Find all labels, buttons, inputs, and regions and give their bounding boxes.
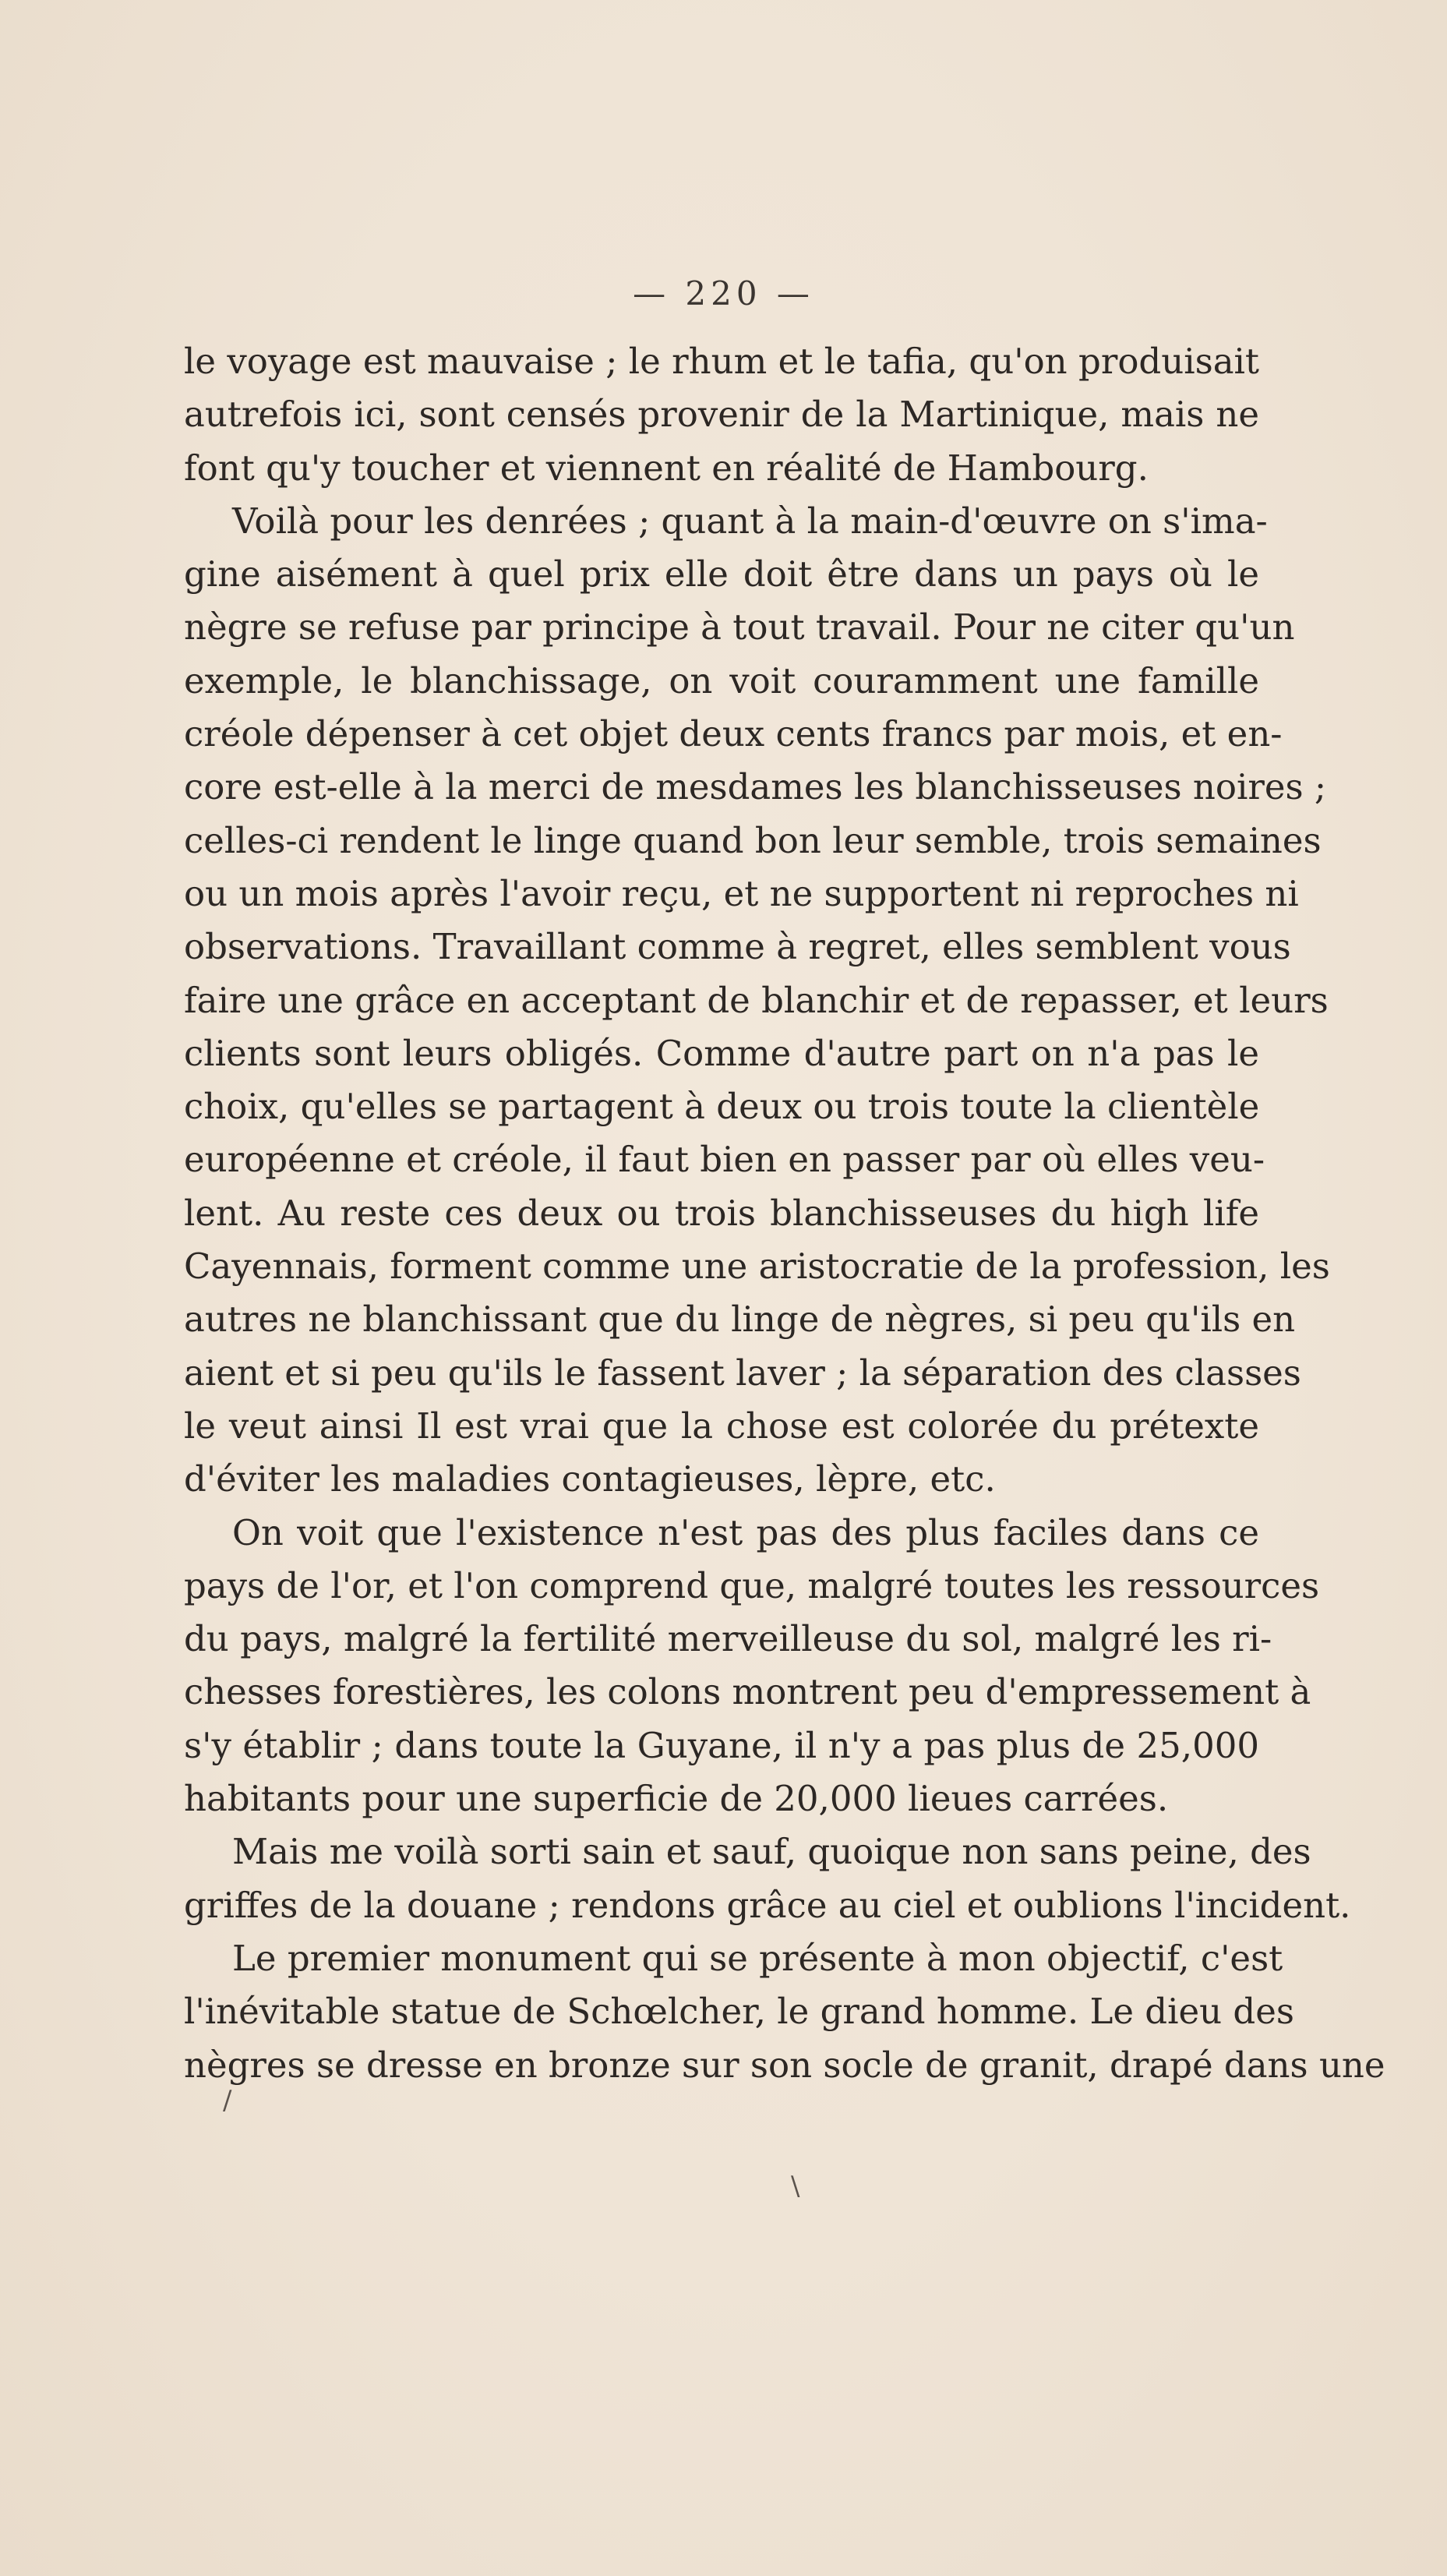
text-line: pays de l'or, et l'on comprend que, malgré toutes les ressources [184,1564,1320,1606]
text-line: observations. Travaillant comme à regret, elles semblent vous [184,926,1291,968]
text-line: d'éviter les maladies contagieuses, lèpre, etc. [184,1458,996,1500]
text-line: le veut ainsi Il est vrai que la chose est colorée du prétexte [184,1405,1259,1447]
text-line: gine aisément à quel prix elle doit être dans un pays où le [184,553,1259,595]
stray-mark: / [223,2085,232,2116]
text-line: le voyage est mauvaise ; le rhum et le tafia, qu'on produisait [184,341,1259,382]
text-line: core est-elle à la merci de mesdames les blanchisseuses noires ; [184,766,1327,808]
text-line: exemple, le blanchissage, on voit couramment une famille [184,659,1259,701]
text-line: s'y établir ; dans toute la Guyane, il n'y a pas plus de 25,000 [184,1724,1259,1766]
text-line: ou un mois après l'avoir reçu, et ne supportent ni reproches ni [184,872,1299,914]
text-line: Cayennais, forment comme une aristocratie de la profession, les [184,1246,1330,1288]
text-line: nègres se dresse en bronze sur son socle de granit, drapé dans une [184,2044,1385,2086]
text-line: créole dépenser à cet objet deux cents francs par mois, et en- [184,713,1283,755]
text-line: chesses forestières, les colons montrent peu d'empressement à [184,1671,1311,1713]
body-text [184,335,1385,2092]
text-line: habitants pour une superficie de 20,000 lieues carrées. [184,1778,1169,1820]
text-line: Voilà pour les denrées ; quant à la main-d'œuvre on s'ima- [232,500,1268,542]
text-line: faire une grâce en acceptant de blanchir et de repasser, et leurs [184,979,1329,1021]
text-line: Mais me voilà sorti sain et sauf, quoique non sans peine, des [232,1831,1311,1873]
text-line: du pays, malgré la fertilité merveilleuse du sol, malgré les ri- [184,1618,1272,1660]
text-line: font qu'y toucher et viennent en réalité de Hambourg. [184,447,1149,489]
text-line: nègre se refuse par principe à tout travail. Pour ne citer qu'un [184,606,1295,648]
text-line: lent. Au reste ces deux ou trois blanchisseuses du high life [184,1192,1259,1234]
text-line: On voit que l'existence n'est pas des plus faciles dans ce [232,1511,1259,1553]
text-line: celles-ci rendent le linge quand bon leur semble, trois semaines [184,819,1322,861]
text-line: autres ne blanchissant que du linge de nègres, si peu qu'ils en [184,1299,1296,1341]
page-number: — 220 — [633,274,814,313]
text-line: choix, qu'elles se partagent à deux ou trois toute la clientèle [184,1086,1260,1128]
text-line: aient et si peu qu'ils le fassent laver ; la séparation des classes [184,1352,1301,1394]
text-line: l'inévitable statue de Schœlcher, le grand homme. Le dieu des [184,1991,1294,2033]
text-line: autrefois ici, sont censés provenir de la Martinique, mais ne [184,394,1259,436]
text-line: européenne et créole, il faut bien en passer par où elles veu- [184,1139,1265,1181]
text-line: clients sont leurs obligés. Comme d'autre part on n'a pas le [184,1032,1259,1074]
text-line: griffes de la douane ; rendons grâce au ciel et oublions l'incident. [184,1884,1351,1926]
stray-mark: \ [791,2171,800,2202]
text-line: Le premier monument qui se présente à mon objectif, c'est [232,1937,1283,1979]
